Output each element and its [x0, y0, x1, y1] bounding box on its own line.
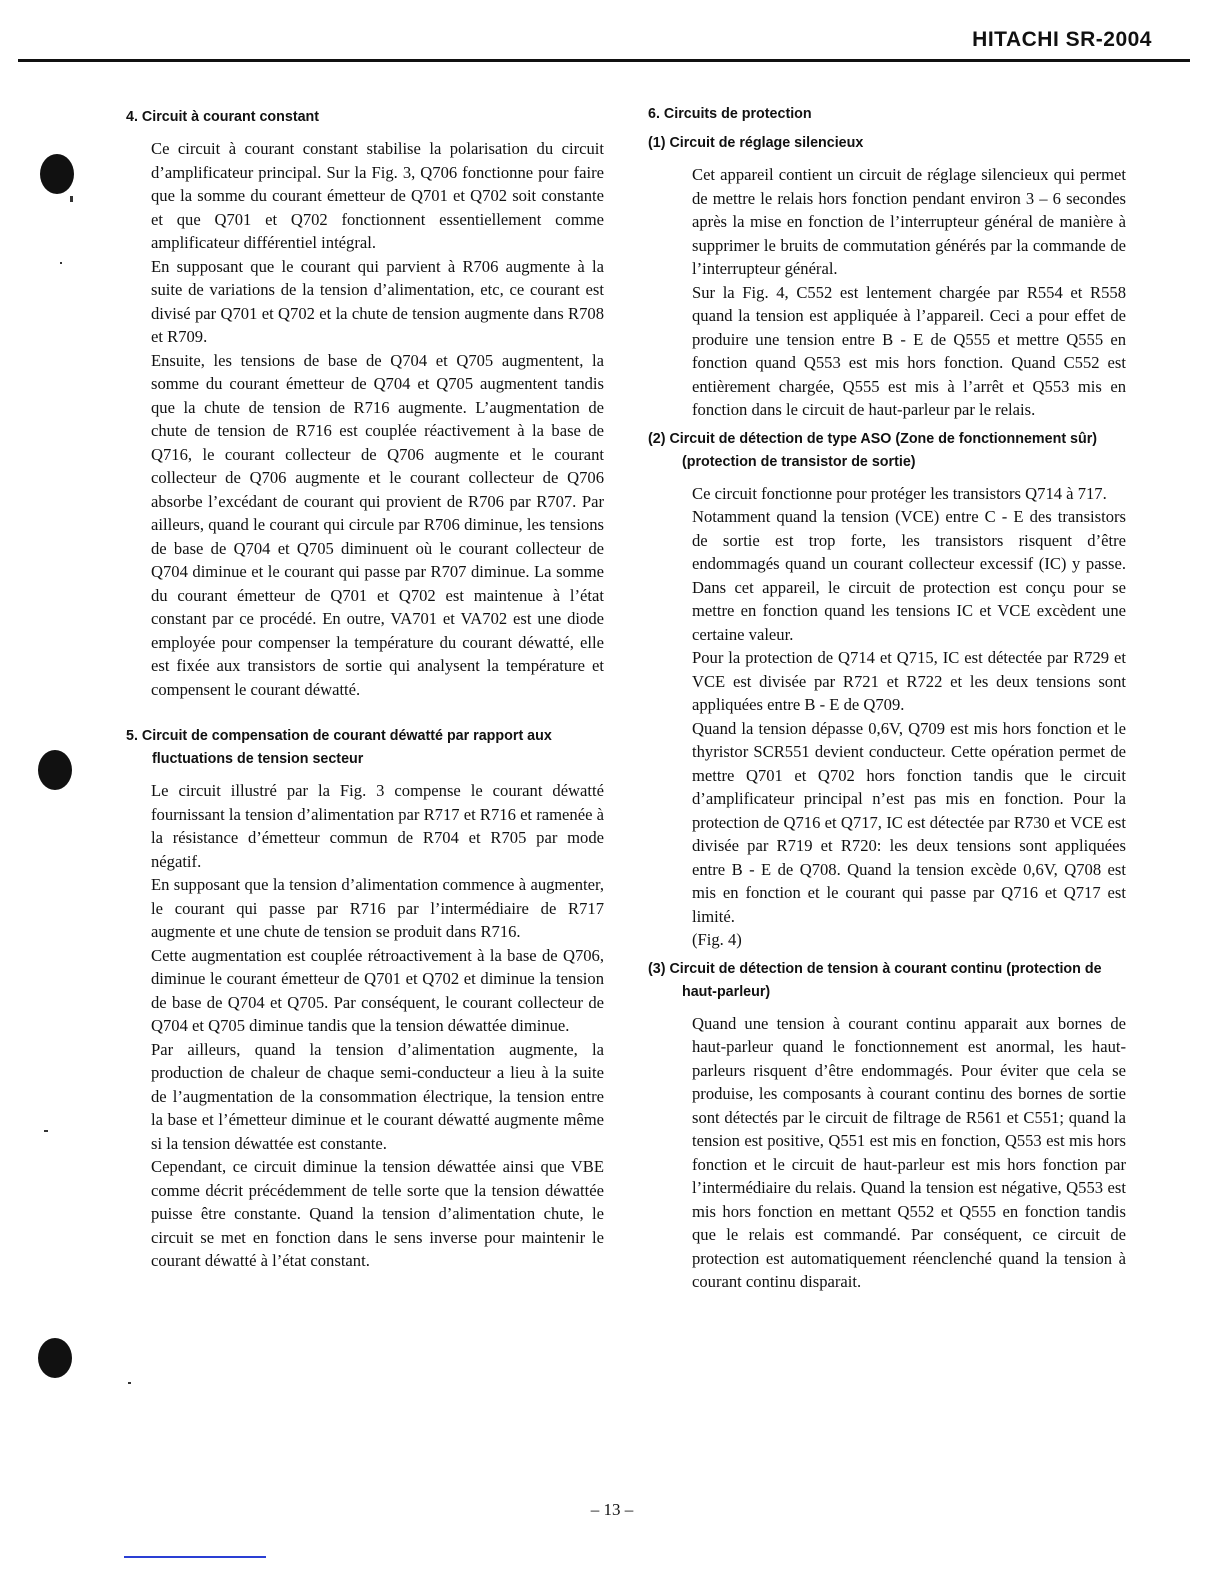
- header-rule: [18, 59, 1190, 62]
- paragraph: Ce circuit fonctionne pour protéger les transistors Q714 à 717.: [692, 483, 1107, 503]
- paragraph: Cependant, ce circuit diminue la tension déwattée ainsi que VBE comme décrit précédemment de telle sorte que la tension déwattée puisse être constante. Quand la tension d’alimentation chute, le circuit se met en fonction dans le sens inverse pour maintenir le courant déwatté à l’état constant.: [151, 1157, 604, 1270]
- paragraph: Cette augmentation est couplée rétroactivement à la base de Q706, diminue le courant émetteur de Q701 et Q702 et diminue la tension de base de Q704 et Q705. Par conséquent, le courant collecteur de Q704 et Q705 diminue tandis que la tension déwattée diminue.: [151, 945, 604, 1035]
- subsection-1-title: (1) Circuit de réglage silencieux: [648, 135, 864, 151]
- paragraph: Notamment quand la tension (VCE) entre C - E des transistors de sortie est trop forte, les transistors risquent d’être endommagés quand un courant collecteur excessif (IC) y passe. Dans cet appareil, le circuit de protection est conçu pour se mettre en fonction quand les tensions IC et VCE excèdent une certaine valeur.: [692, 507, 1126, 644]
- paragraph: Cet appareil contient un circuit de réglage silencieux qui permet de mettre le relais hors fonction pendant environ 3 – 6 secondes après la mise en fonction de l’interrupteur général de manière à supprimer le bruits de commutation générés par la commande de l’interrupteur général.: [692, 165, 1126, 278]
- paragraph: (Fig. 4): [692, 930, 742, 949]
- bottom-link-underline[interactable]: [124, 1556, 266, 1558]
- section-4-body: [126, 137, 604, 701]
- punch-hole-top: [40, 154, 74, 194]
- section-5-title: 5. Circuit de compensation de courant déwatté par rapport aux fluctuations de tension secteur: [126, 728, 552, 767]
- paragraph: Par ailleurs, quand la tension d’alimentation augmente, la production de chaleur de chaque semi-conducteur a lieu à la suite de l’augmentation de la consommation électrique, la tension entre la base et l’émetteur diminue et le courant déwatté augmente même si la tension déwattée est constante.: [151, 1039, 604, 1153]
- page-number: – 13 –: [590, 1500, 634, 1519]
- scan-speck: [70, 196, 73, 202]
- subsection-1-body: [648, 163, 1126, 422]
- subsection-3-title: (3) Circuit de détection de tension à courant continu (protection de haut-parleur): [648, 960, 1102, 1000]
- punch-hole-bottom: [38, 1338, 72, 1378]
- paragraph: Quand la tension dépasse 0,6V, Q709 est mis hors fonction et le thyristor SCR551 devient conducteur. Cette opération permet de mettre Q701 et Q702 hors fonction tandis que le circuit d’amplificateur principal n’est pas mis en fonction. Pour la protection de Q716 et Q717, IC est détectée par R730 et VCE est divisée par R719 et R720: les deux tensions sont appliquées entre B - E de Q708. Quand la tension excède 0,6V, Q708 est mis en fonction et le courant qui passe par Q716 et Q717 est limité.: [692, 718, 1126, 926]
- punch-hole-middle: [38, 750, 72, 790]
- subsection-2-title: (2) Circuit de détection de type ASO (Zone de fonctionnement sûr) (protection de transistor de sortie): [648, 430, 1098, 470]
- section-4-title: 4. Circuit à courant constant: [126, 109, 320, 125]
- paragraph: Le circuit illustré par la Fig. 3 compense le courant déwatté fournissant la tension d’alimentation par R717 et R716 et ramenée à la résistance d’émetteur commun de R704 et R705 par mode négatif.: [151, 781, 604, 871]
- paragraph: Ce circuit à courant constant stabilise la polarisation du circuit d’amplificateur principal. Sur la Fig. 3, Q706 fonctionne pour faire que la somme du courant émetteur de Q701 et Q702 soit constante et que Q701 et Q702 fonctionnent essentiellement comme amplificateur différentiel intégral.: [151, 139, 604, 252]
- paragraph: Ensuite, les tensions de base de Q704 et Q705 augmentent, la somme du courant émetteur de Q704 et Q705 augmentent tandis que la chute de tension de R716 augmente. L’augmentation de chute de tension de R716 est couplée réactivement à la base de Q716, le courant collecteur de Q706 augmente et le courant collecteur de Q706 augmente et le courant collecteur de Q706 absorbe l’excédant de courant qui provient de R706 par R707. Par ailleurs, quand le courant qui circule par R706 diminue, les tensions de base de Q704 et Q705 diminuent où le courant collecteur de Q704 diminue et le courant qui passe par R707 diminue. La somme du courant émetteur de Q701 et Q702 est maintenue à l’état constant par ce procédé. En outre, VA701 et VA702 est une diode employée pour compenser la température du courant déwatté, elle est fixée aux transistors de sortie qui analysent la température et compensent le courant déwatté.: [151, 350, 604, 699]
- paragraph: Pour la protection de Q714 et Q715, IC est détectée par R729 et VCE est divisée par R721 et R722 et les deux tensions sont appliquées entre B - E de Q709.: [692, 648, 1126, 714]
- section-6-title: 6. Circuits de protection: [648, 106, 812, 122]
- paragraph: En supposant que la tension d’alimentation commence à augmenter, le courant qui passe par R716 par l’intermédiaire de R717 augmente et une chute de tension se produit dans R716.: [151, 875, 604, 941]
- scan-speck: [60, 262, 62, 264]
- section-5-body: [126, 779, 604, 1273]
- right-column: [648, 103, 1126, 1294]
- paragraph: Sur la Fig. 4, C552 est lentement chargée par R554 et R558 quand la tension est appliquée à l’appareil. Ceci a pour effet de produire une tension entre B - E de Q555 et mettre Q555 en fonction quand Q553 est mis hors fonction. Quand C552 est entièrement chargée, Q555 est mis à l’arrêt et Q553 mis en fonction dans le circuit de haut-parleur par le relais.: [692, 282, 1126, 419]
- left-column: [126, 106, 604, 1273]
- document-header-title: HITACHI SR-2004: [972, 28, 1152, 51]
- subsection-3-body: [648, 1012, 1126, 1294]
- scan-speck: [44, 1130, 48, 1132]
- paragraph: En supposant que le courant qui parvient à R706 augmente à la suite de variations de la tension d’alimentation, etc, ce courant est divisé par Q701 et Q702 et la chute de tension augmente dans R708 et R709.: [151, 256, 604, 346]
- scan-speck: [128, 1382, 131, 1384]
- paragraph: Quand une tension à courant continu apparait aux bornes de haut-parleur quand le fonctionnement est anormal, les haut-parleurs risquent d’être endommagés. Pour éviter que cela se produise, les composants à courant continu des bornes de sortie sont détectés par le circuit de filtrage de R561 et C551; quand la tension est positive, Q551 est mis en fonction, Q553 est mis hors fonction et le circuit de haut-parleur est mis hors fonction par l’intermédiaire du relais. Quand la tension est négative, Q553 est mis hors fonction en mettant Q552 et Q555 en fonction tandis que le relais est commandé. Par conséquent, ce circuit de protection est automatiquement réenclenché quand la tension à courant continu disparait.: [692, 1013, 1126, 1291]
- subsection-2-body: [648, 482, 1126, 952]
